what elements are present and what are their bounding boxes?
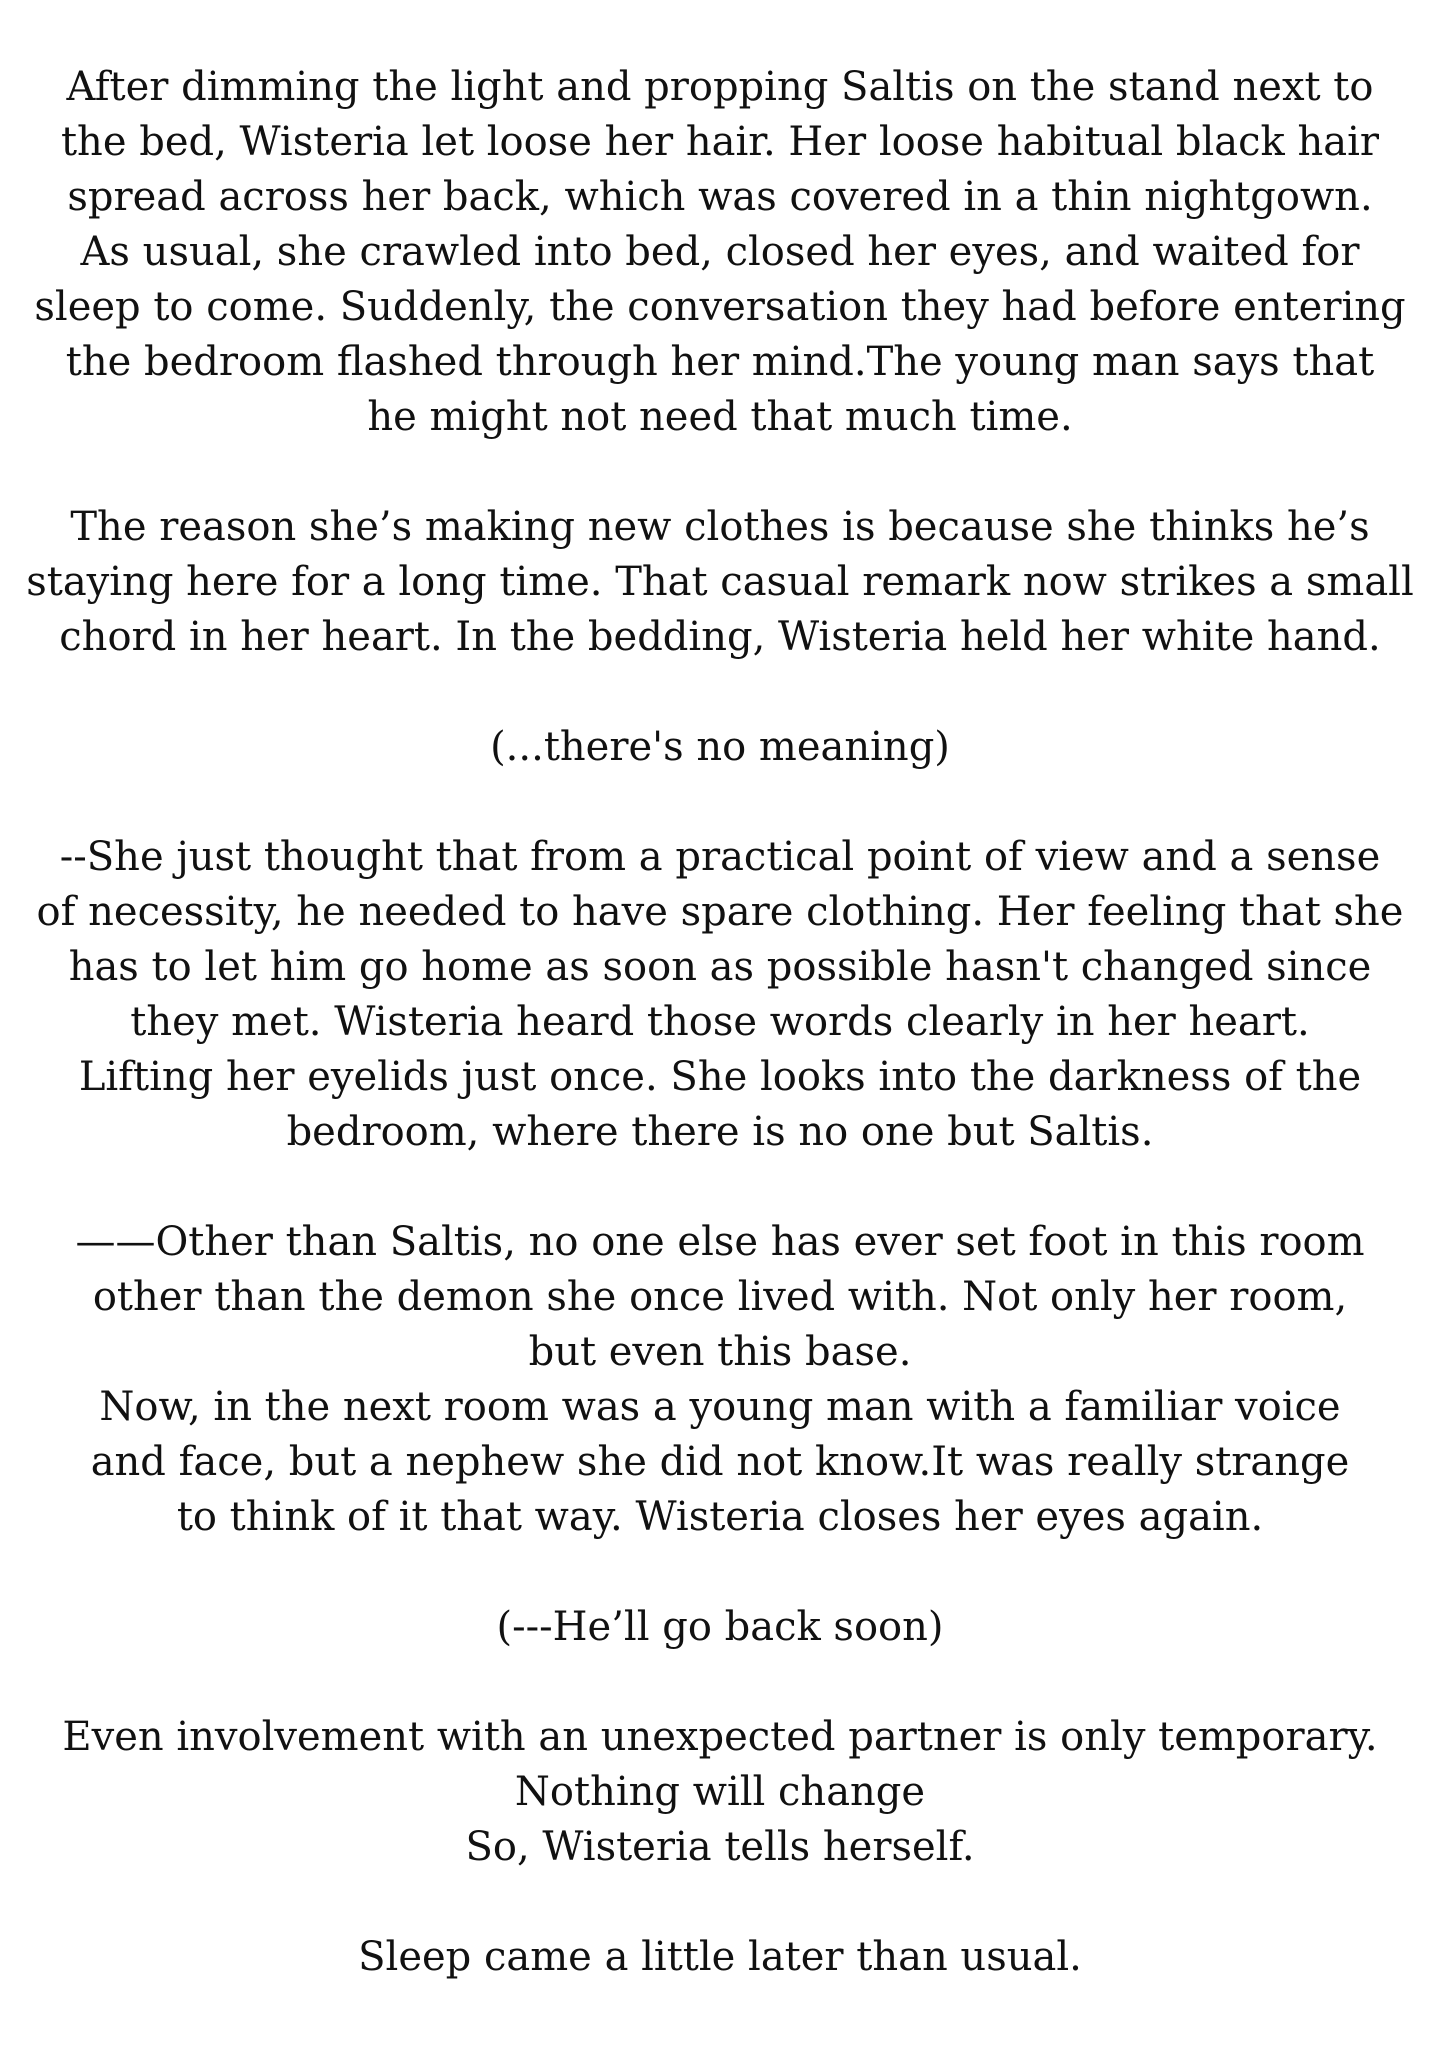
paragraph-sleep: Sleep came a little later than usual.	[358, 1934, 1082, 1980]
paragraph-room-visitors: ——Other than Saltis, no one else has ever set foot in this room other than the demon she once lived with. Not only her room, but even this base. Now, in the next room was a young man with a familiar voice and face, but a nephew she did not know.It was really strange to think of it that way. Wisteria closes her eyes again.	[75, 1219, 1365, 1540]
paragraph-new-clothes: The reason she’s making new clothes is because she thinks he’s staying here for a long time. That casual remark now strikes a small chord in her heart. In the bedding, Wisteria held her white hand.	[26, 504, 1414, 660]
paragraph-inner-thought-go-back: (---He’ll go back soon)	[496, 1604, 944, 1650]
paragraph-bedtime: After dimming the light and propping Saltis on the stand next to the bed, Wisteria let loose her hair. Her loose habitual black hair spread across her back, which was covered in a thin nightgown. As usual, she crawled into bed, closed her eyes, and waited for sleep to come. Suddenly, the conversation they had before entering the bedroom flashed through her mind.The young man says that he might not need that much time.	[34, 64, 1406, 440]
story-text	[20, 60, 1420, 1985]
paragraph-temporary: Even involvement with an unexpected partner is only temporary. Nothing will change So, Wisteria tells herself.	[62, 1714, 1378, 1870]
paragraph-practical-reason: --She just thought that from a practical point of view and a sense of necessity, he needed to have spare clothing. Her feeling that she has to let him go home as soon as possible hasn't changed since they met. Wisteria heard those words clearly in her heart. Lifting her eyelids just once. She looks into the darkness of the bedroom, where there is no one but Saltis.	[36, 834, 1404, 1155]
paragraph-inner-thought-meaning: (...there's no meaning)	[490, 724, 950, 770]
